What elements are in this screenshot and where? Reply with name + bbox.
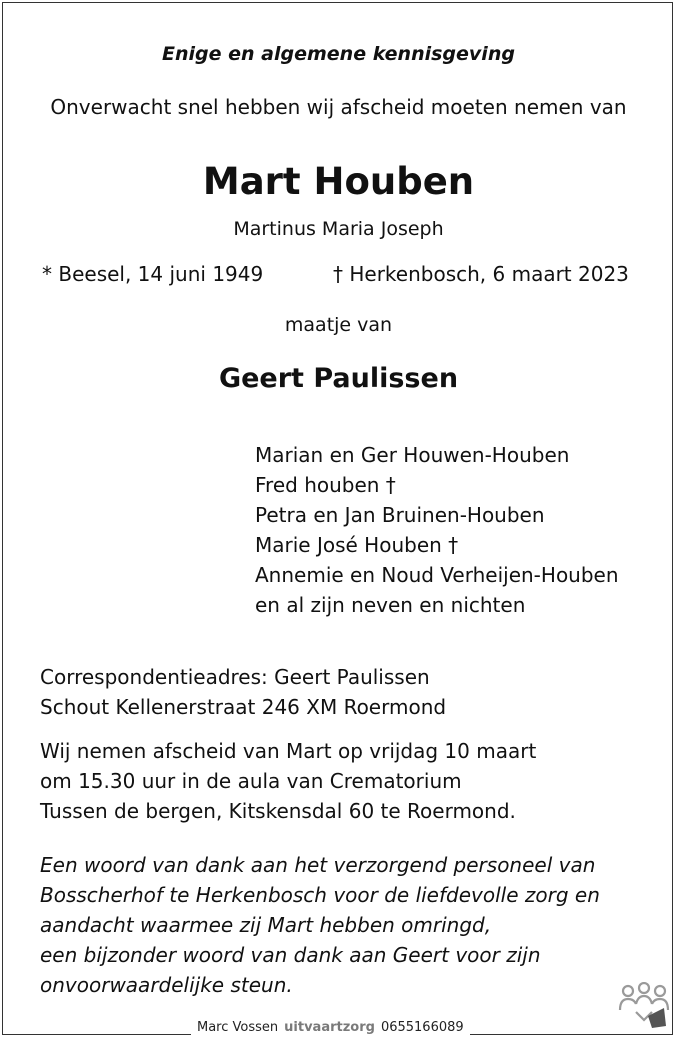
- thanks-line: Een woord van dank aan het verzorgend personeel van: [40, 853, 596, 877]
- relation-text: maatje van: [284, 314, 393, 336]
- family-member: Fred houben †: [255, 473, 396, 497]
- funeral-director-footer: [191, 1017, 470, 1039]
- family-list: [255, 440, 619, 620]
- correspondence-line: Schout Kellenerstraat 246 XM Roermond: [40, 695, 447, 719]
- service-details: [40, 736, 536, 826]
- thanks-text: [40, 850, 600, 1000]
- notice-heading: Enige en algemene kennisgeving: [162, 43, 515, 65]
- correspondence-line: Correspondentieadres: Geert Paulissen: [40, 665, 430, 689]
- deceased-name: Mart Houben: [202, 160, 475, 203]
- footer-phone: 0655166089: [380, 1020, 464, 1035]
- funeral-logo-icon: [614, 982, 674, 1030]
- service-line: Tussen de bergen, Kitskensdal 60 te Roermond.: [40, 799, 516, 823]
- death-info: † Herkenbosch, 6 maart 2023: [333, 262, 629, 286]
- service-line: Wij nemen afscheid van Mart op vrijdag 10 maart: [40, 739, 537, 763]
- correspondence-address: [40, 662, 446, 722]
- family-member: Petra en Jan Bruinen-Houben: [255, 503, 545, 527]
- thanks-line: onvoorwaardelijke steun.: [40, 973, 293, 997]
- family-member: Marie José Houben †: [255, 533, 459, 557]
- service-line: om 15.30 uur in de aula van Crematorium: [40, 769, 462, 793]
- thanks-line: aandacht waarmee zij Mart hebben omringd,: [40, 913, 492, 937]
- family-member: Annemie en Noud Verheijen-Houben: [255, 563, 619, 587]
- birth-info: * Beesel, 14 juni 1949: [42, 262, 264, 286]
- footer-service: uitvaartzorg: [284, 1020, 375, 1035]
- family-member: en al zijn neven en nichten: [255, 593, 526, 617]
- footer-name: Marc Vossen: [197, 1020, 279, 1035]
- family-member: Marian en Ger Houwen-Houben: [255, 443, 570, 467]
- thanks-line: een bijzonder woord van dank aan Geert voor zijn: [40, 943, 541, 967]
- thanks-line: Bosscherhof te Herkenbosch voor de liefdevolle zorg en: [40, 883, 600, 907]
- deceased-full-name: Martinus Maria Joseph: [233, 218, 444, 240]
- intro-text: Onverwacht snel hebben wij afscheid moeten nemen van: [50, 95, 627, 119]
- partner-name: Geert Paulissen: [218, 363, 459, 394]
